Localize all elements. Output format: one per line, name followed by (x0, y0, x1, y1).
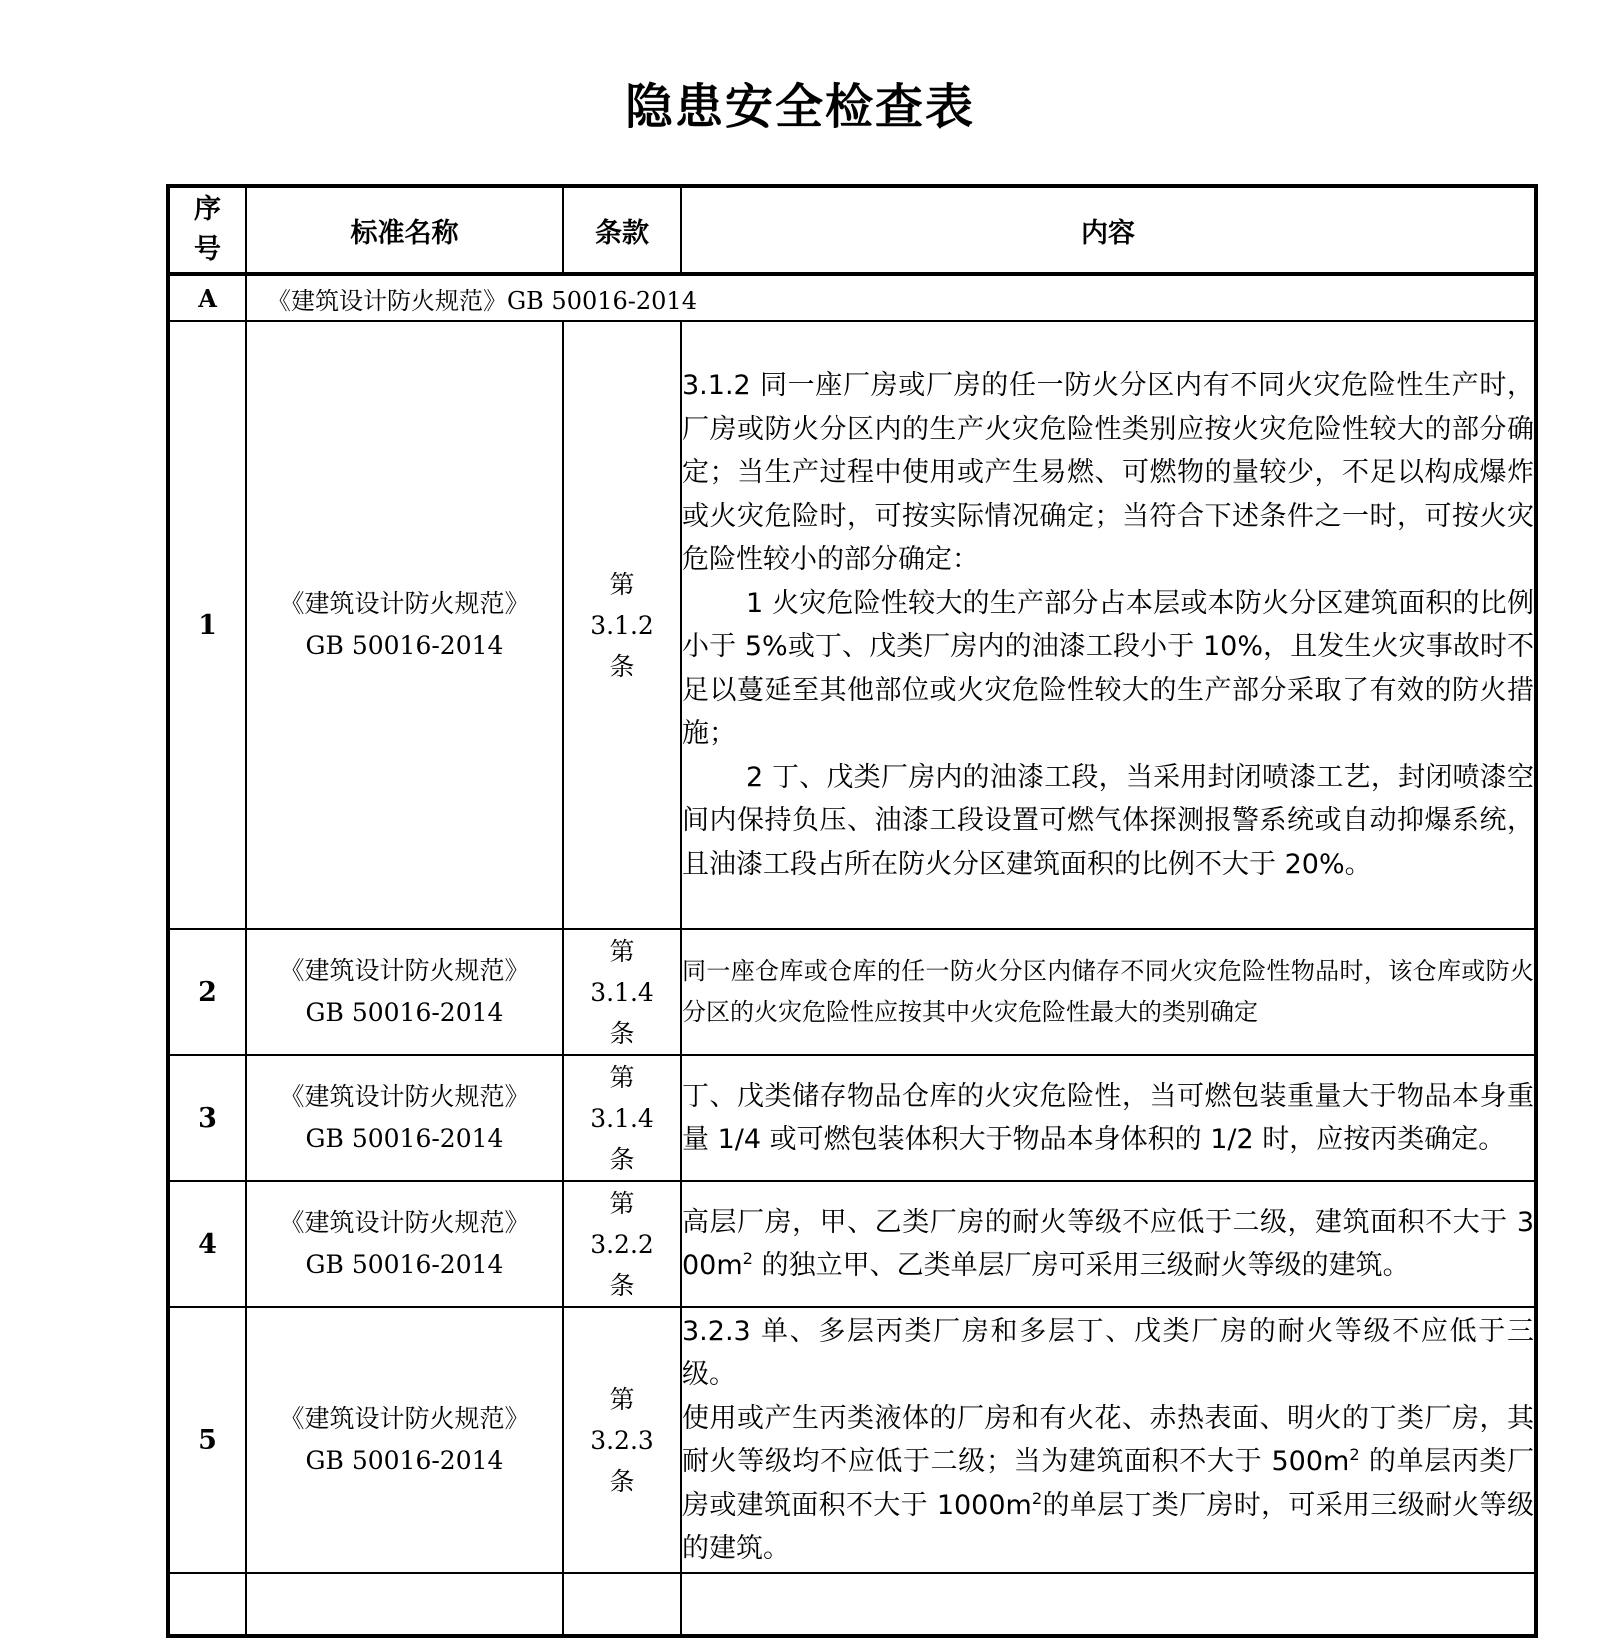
row-content (681, 929, 1536, 1055)
content-text: 使用或产生丙类液体的厂房和有火花、赤热表面、明火的丁类厂房，其耐火等级均不应低于二级；当为建筑面积不大于 500m (682, 1402, 1534, 1477)
header-content: 内容 (681, 186, 1536, 274)
inspection-table (166, 184, 1538, 1638)
standard-title: 《建筑设计防火规范》 (279, 956, 530, 985)
standard-code: GB 50016-2014 (305, 998, 504, 1027)
standard-code: GB 50016-2014 (305, 1124, 504, 1153)
row-seq: 5 (168, 1307, 246, 1573)
section-title: 《建筑设计防火规范》GB 50016-2014 (246, 274, 1536, 321)
table-row (168, 1573, 1536, 1636)
content-paragraph: 丁、戊类储存物品仓库的火灾危险性，当可燃包装重量大于物品本身重量 1/4 或可燃包装体积大于物品本身体积的 1/2 时，应按丙类确定。 (682, 1080, 1534, 1155)
clause-suffix: 条 (609, 1466, 635, 1496)
header-clause: 条款 (563, 186, 681, 274)
clause-prefix: 第 (609, 1188, 635, 1218)
content-paragraph (682, 1397, 1534, 1571)
superscript: 2 (1031, 1488, 1043, 1508)
clause-prefix: 第 (609, 1062, 635, 1092)
superscript: 2 (1349, 1445, 1360, 1464)
clause-number: 3.2.2 (590, 1229, 654, 1259)
row-clause (563, 929, 681, 1055)
row-clause (563, 1573, 681, 1636)
row-clause (563, 1055, 681, 1181)
row-clause (563, 1307, 681, 1573)
content-text: 的独立甲、乙类单层厂房可采用三级耐火等级的建筑。 (752, 1250, 1410, 1281)
standard-title: 《建筑设计防火规范》 (279, 589, 530, 618)
header-standard-name: 标准名称 (246, 186, 563, 274)
row-seq: 4 (168, 1181, 246, 1307)
standard-code: GB 50016-2014 (305, 631, 504, 660)
row-content (681, 1307, 1536, 1573)
standard-code: GB 50016-2014 (305, 1250, 504, 1279)
table-row (168, 1055, 1536, 1181)
row-seq: 1 (168, 321, 246, 929)
section-row (168, 274, 1536, 321)
row-standard-name (246, 1181, 563, 1307)
standard-title: 《建筑设计防火规范》 (279, 1404, 530, 1433)
content-text: 高层厂房，甲、乙类厂房的耐火等级不应低于二级，建筑面积不大于 300m (682, 1206, 1534, 1281)
row-standard-name (246, 1573, 563, 1636)
content-text: 的单层丙类厂房或建筑面积不大于 1000m (682, 1446, 1534, 1521)
row-content (681, 321, 1536, 929)
clause-suffix: 条 (609, 651, 635, 681)
content-paragraph: 3.2.3 单、多层丙类厂房和多层丁、戊类厂房的耐火等级不应低于三级。 (682, 1315, 1534, 1390)
clause-number: 3.1.2 (590, 610, 654, 640)
row-content (681, 1573, 1536, 1636)
table-row (168, 1181, 1536, 1307)
clause-suffix: 条 (609, 1018, 635, 1048)
clause-prefix: 第 (609, 936, 635, 966)
header-seq: 序号 (168, 186, 246, 274)
row-standard-name (246, 1055, 563, 1181)
content-text: 的单层丁类厂房时，可采用三级耐火等级的建筑。 (682, 1489, 1534, 1564)
standard-code: GB 50016-2014 (305, 1446, 504, 1475)
row-seq: 3 (168, 1055, 246, 1181)
row-standard-name (246, 1307, 563, 1573)
table-row (168, 929, 1536, 1055)
clause-prefix: 第 (609, 569, 635, 599)
standard-title: 《建筑设计防火规范》 (279, 1082, 530, 1111)
clause-suffix: 条 (609, 1144, 635, 1174)
section-id: A (168, 274, 246, 321)
clause-suffix: 条 (609, 1270, 635, 1300)
table-header-row (168, 186, 1536, 274)
clause-number: 3.2.3 (590, 1425, 654, 1455)
standard-title: 《建筑设计防火规范》 (279, 1208, 530, 1237)
superscript: 2 (742, 1249, 753, 1268)
row-standard-name (246, 929, 563, 1055)
page-title: 隐患安全检查表 (624, 79, 975, 135)
row-content (681, 1055, 1536, 1181)
clause-prefix: 第 (609, 1384, 635, 1414)
row-clause (563, 321, 681, 929)
table-row (168, 321, 1536, 929)
content-paragraph (682, 1201, 1534, 1288)
content-paragraph: 1 火灾危险性较大的生产部分占本层或本防火分区建筑面积的比例小于 5%或丁、戊类厂房内的油漆工段小于 10%，且发生火灾事故时不足以蔓延至其他部位或火灾危险性较大的生产部分采取了有效的防火措施； (682, 587, 1534, 749)
table-row (168, 1307, 1536, 1573)
clause-number: 3.1.4 (590, 977, 654, 1007)
content-paragraph: 3.1.2 同一座厂房或厂房的任一防火分区内有不同火灾危险性生产时，厂房或防火分区内的生产火灾危险性类别应按火灾危险性较大的部分确定；当生产过程中使用或产生易燃、可燃物的量较少，不足以构成爆炸或火灾危险时，可按实际情况确定；当符合下述条件之一时，可按火灾危险性较小的部分确定： (682, 370, 1534, 575)
row-seq (168, 1573, 246, 1636)
row-standard-name (246, 321, 563, 929)
clause-number: 3.1.4 (590, 1103, 654, 1133)
content-paragraph: 同一座仓库或仓库的任一防火分区内储存不同火灾危险性物品时，该仓库或防火分区的火灾危险性应按其中火灾危险性最大的类别确定 (682, 957, 1534, 1026)
row-clause (563, 1181, 681, 1307)
row-seq: 2 (168, 929, 246, 1055)
content-paragraph: 2 丁、戊类厂房内的油漆工段，当采用封闭喷漆工艺，封闭喷漆空间内保持负压、油漆工段设置可燃气体探测报警系统或自动抑爆系统，且油漆工段占所在防火分区建筑面积的比例不大于 20%。 (682, 761, 1534, 880)
row-content (681, 1181, 1536, 1307)
